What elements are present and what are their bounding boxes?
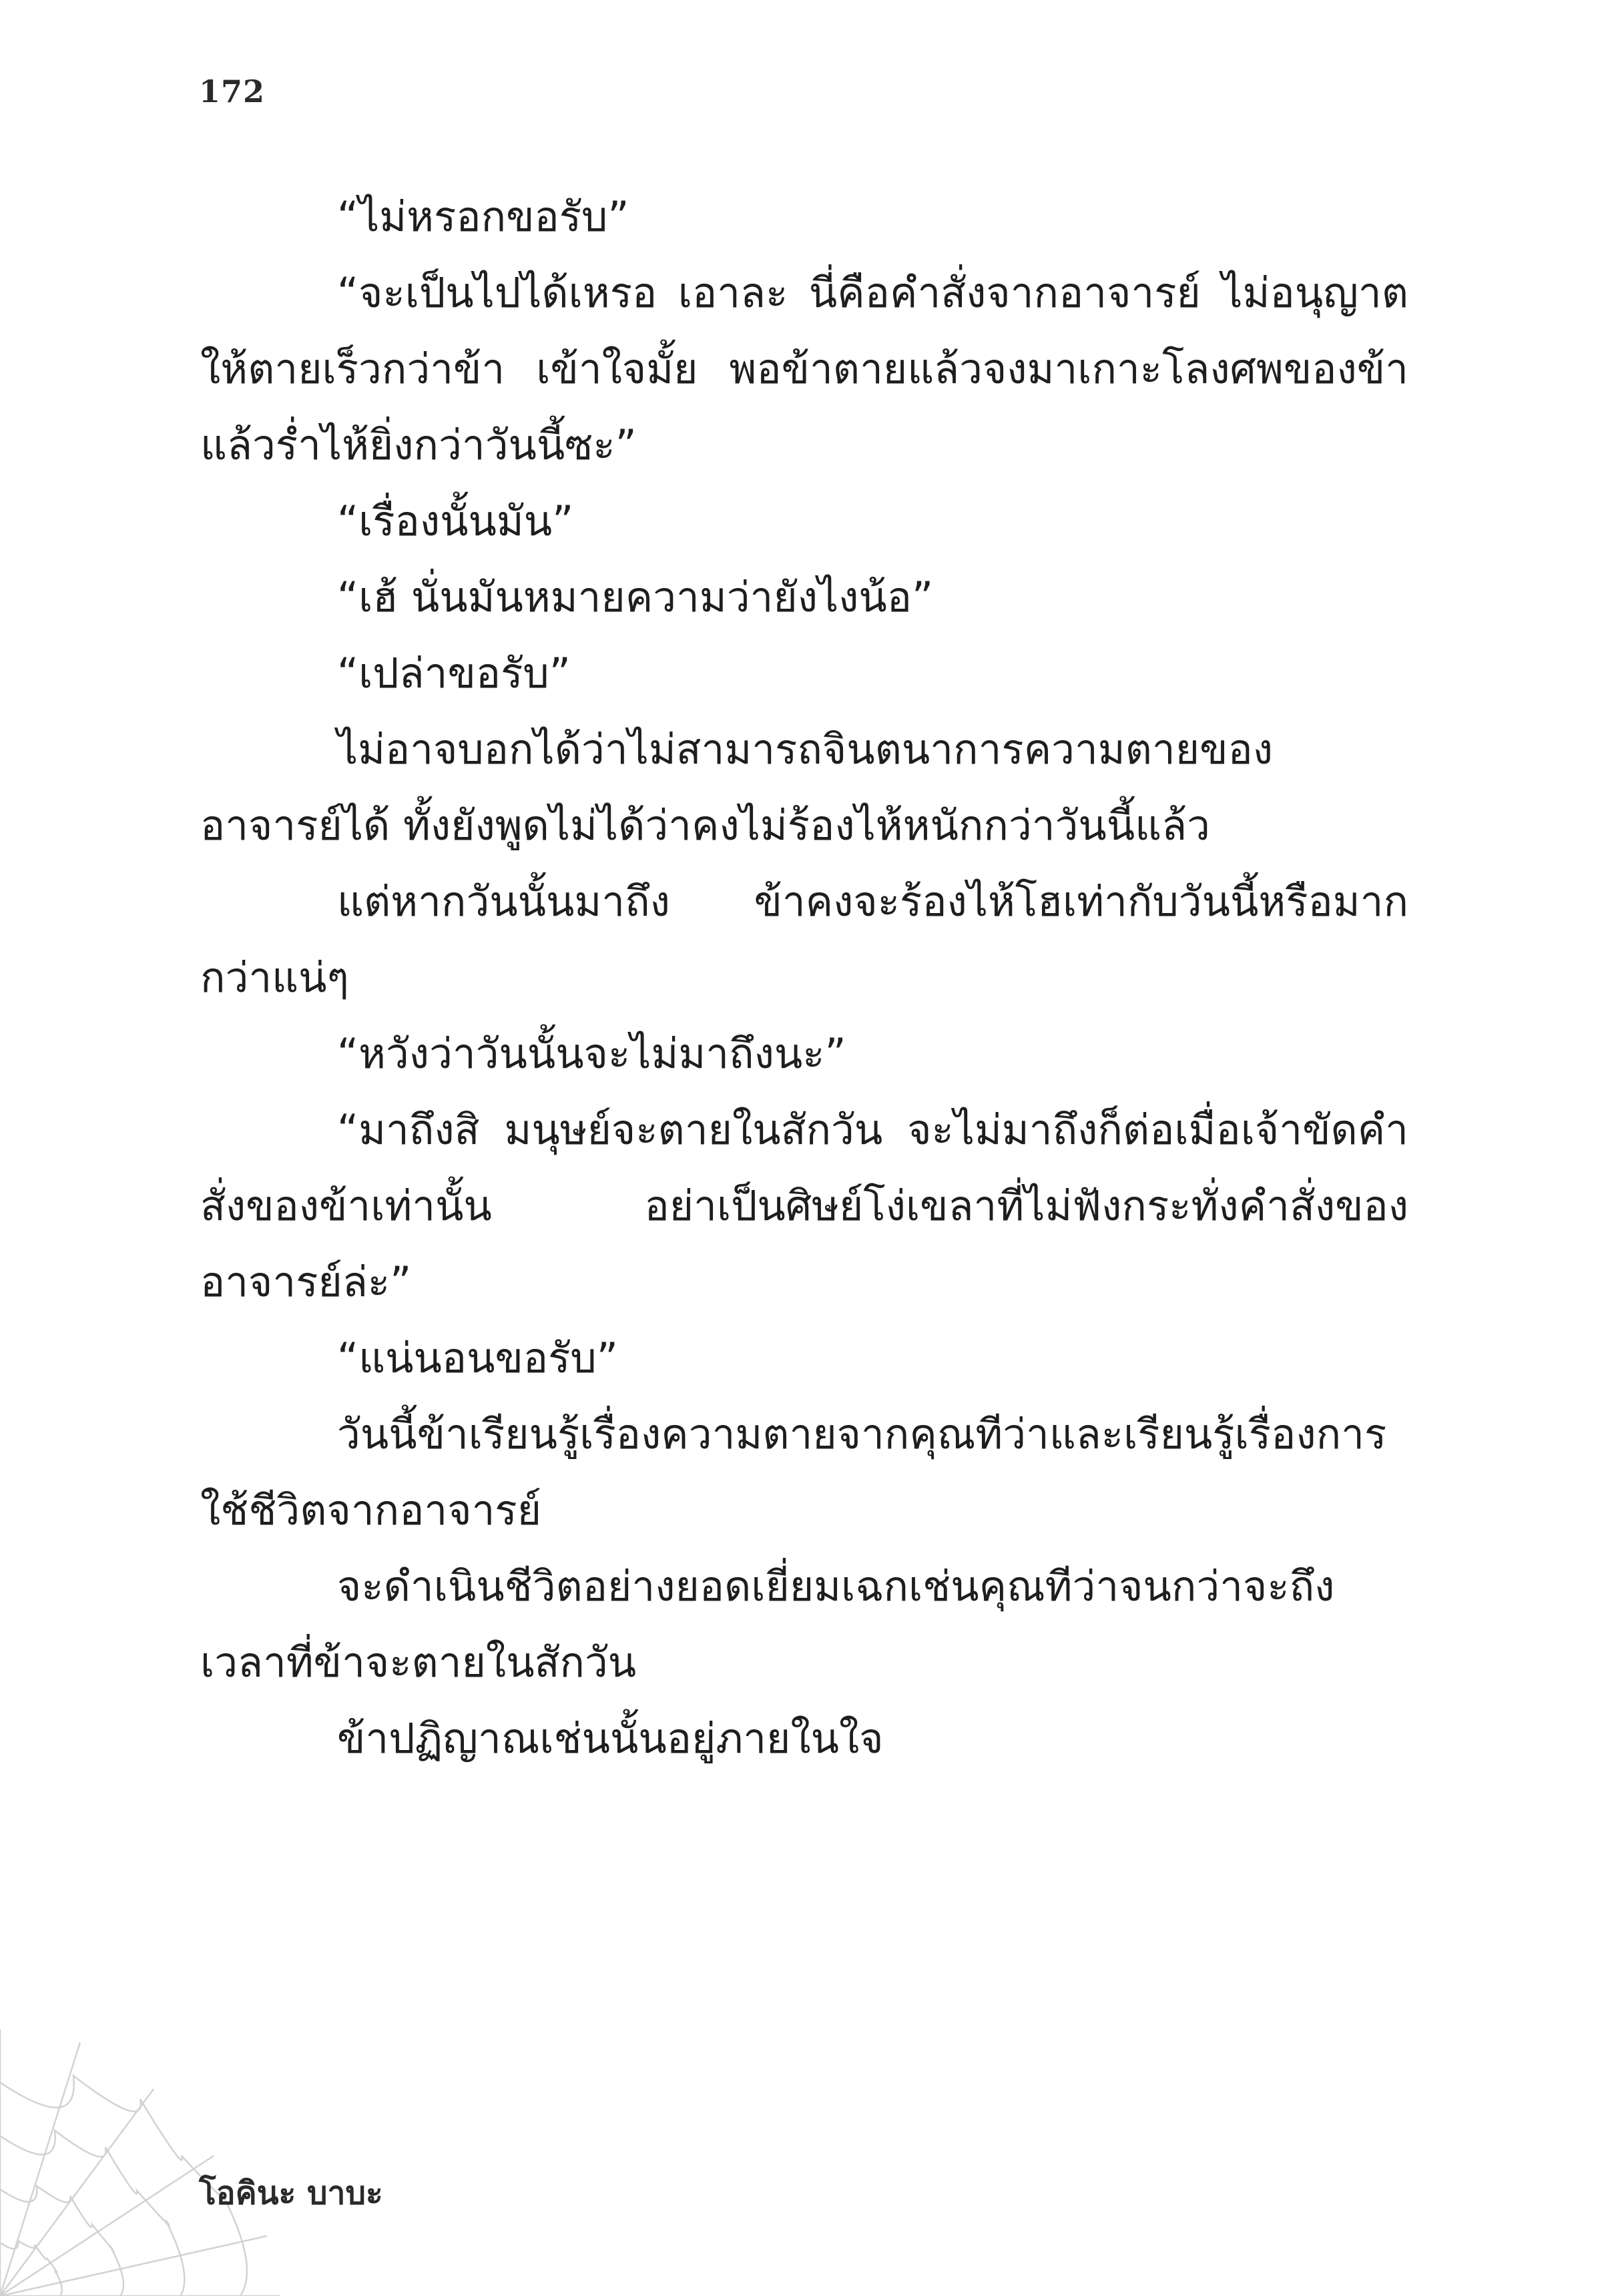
paragraph: “มาถึงสิ มนุษย์จะตายในสักวัน จะไม่มาถึงก็ต่อเมื่อเจ้าขัดคำสั่งของข้าเท่านั้น อย่าเป็นศิษย์โง่เขลาที่ไม่ฟังกระทั่งคำสั่งของอาจารย์ล่ะ” <box>200 1105 1408 1306</box>
paragraph: “ไม่หรอกขอรับ” <box>337 192 629 241</box>
paragraph: วันนี้ข้าเรียนรู้เรื่องความตายจากคุณทีว่าและเรียนรู้เรื่องการใช้ชีวิตจากอาจารย์ <box>200 1410 1387 1534</box>
paragraph: “แน่นอนขอรับ” <box>337 1334 618 1382</box>
paragraph: “เรื่องนั้นมัน” <box>337 497 574 545</box>
paragraph: แต่หากวันนั้นมาถึง ข้าคงจะร้องไห้โฮเท่ากับวันนี้หรือมากกว่าแน่ๆ <box>200 877 1408 1002</box>
footer-author: โอคินะ บาบะ <box>199 2175 383 2212</box>
paragraph: “จะเป็นไปได้เหรอ เอาละ นี่คือคำสั่งจากอาจารย์ ไม่อนุญาตให้ตายเร็วกว่าข้า เข้าใจมั้ย พอข้าตายแล้วจงมาเกาะโลงศพของข้าแล้วร่ำไห้ยิ่งกว่าวันนี้ซะ” <box>200 268 1408 469</box>
page-number: 172 <box>199 73 266 109</box>
paragraph: “เฮ้ นั่นมันหมายความว่ายังไงน้อ” <box>337 573 934 621</box>
paragraph: จะดำเนินชีวิตอย่างยอดเยี่ยมเฉกเช่นคุณทีว่าจนกว่าจะถึงเวลาที่ข้าจะตายในสักวัน <box>200 1562 1335 1687</box>
paragraph: “หวังว่าวันนั้นจะไม่มาถึงนะ” <box>337 1029 846 1078</box>
paragraph: “เปล่าขอรับ” <box>337 649 571 697</box>
body-text <box>200 179 1408 1777</box>
paragraph: ข้าปฏิญาณเช่นนั้นอยู่ภายในใจ <box>337 1714 884 1763</box>
cobweb-icon <box>0 2016 280 2296</box>
paragraph: ไม่อาจบอกได้ว่าไม่สามารถจินตนาการความตายของอาจารย์ได้ ทั้งยังพูดไม่ได้ว่าคงไม่ร้องไห้หนักกว่าวันนี้แล้ว <box>200 725 1273 850</box>
